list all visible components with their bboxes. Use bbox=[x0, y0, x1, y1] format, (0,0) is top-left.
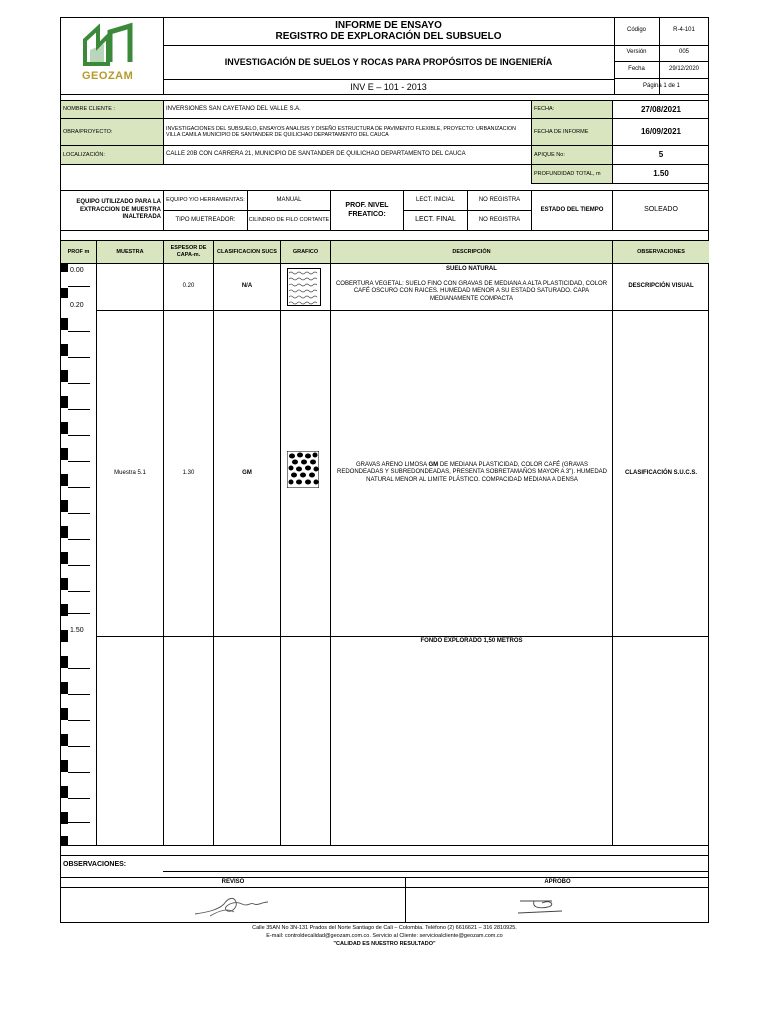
col-header-descripcion: DESCRIPCIÓN bbox=[331, 241, 612, 263]
title-investigacion: INVESTIGACIÓN DE SUELOS Y ROCAS PARA PROPÓSITOS DE INGENIERÍA bbox=[224, 56, 553, 67]
layer1-espesor: 0.20 bbox=[182, 283, 195, 290]
muestreador-value: CILINDRO DE FILO CORTANTE bbox=[248, 217, 330, 223]
version-value: 005 bbox=[678, 49, 689, 56]
localizacion-label: LOCALIZACIÓN: bbox=[61, 146, 163, 164]
fondo-explorado: FONDO EXPLORADO 1,50 METROS bbox=[420, 638, 523, 645]
lect-final-value: NO REGISTRA bbox=[478, 216, 521, 223]
aprobo-label: APROBO bbox=[544, 878, 571, 885]
herramientas-label: EQUIPO Y/O HERRAMIENTAS: bbox=[166, 197, 245, 203]
signature-aprobo-icon bbox=[512, 893, 572, 919]
footer-contact bbox=[60, 924, 709, 948]
depth-label-150: 1.50 bbox=[70, 627, 84, 634]
fecha-value-info: 27/08/2021 bbox=[640, 104, 682, 114]
report-title bbox=[163, 17, 614, 45]
localizacion-value: CALLE 20B CON CARRERA 21, MUNICIPIO DE SANTANDER DE QUILICHAO DEPARTAMENTO DEL CAUCA bbox=[166, 151, 466, 158]
lect-inicial-value: NO REGISTRA bbox=[478, 196, 521, 203]
layer2-desc-post: DE MEDIANA PLASTICIDAD, COLOR CAFÉ (GRAVAS REDONDEADAS Y SUBREDONDEADAS, PRESENTA SOBRETAMAÑOS MAYOR A 3"). HUMEDAD NATURAL MENOR AL LIMITE PLÁSTICO. COMPACIDAD MEDIANA A DENSA bbox=[337, 461, 607, 483]
profundidad-value: 1.50 bbox=[653, 169, 669, 179]
version-label: Versión bbox=[626, 49, 647, 56]
footer-address: Calle 35AN No 3N-131 Prados del Norte Santiago de Cali – Colombia. Teléfono (2) 6616621 – 316 2810925. bbox=[252, 925, 517, 931]
profundidad-label: PROFUNDIDAD TOTAL, m bbox=[532, 165, 612, 183]
gravel-pattern-icon bbox=[287, 451, 319, 488]
codigo-label: Código bbox=[626, 27, 646, 34]
layer2-observacion: CLASIFICACIÓN S.U.C.S. bbox=[624, 469, 697, 476]
col-header-prof: PROF m bbox=[61, 241, 96, 263]
signature-reviso-icon bbox=[190, 890, 280, 920]
layer2-description bbox=[336, 455, 608, 491]
col-header-muestra: MUESTRA bbox=[97, 241, 163, 263]
layer2-muestra: Muestra 5.1 bbox=[114, 469, 146, 476]
col-header-espesor: ESPESOR DE CAPA-m. bbox=[164, 241, 213, 263]
reviso-label: REVISO bbox=[221, 878, 245, 885]
cliente-value: INVERSIONES SAN CAYETANO DEL VALLE S.A. bbox=[166, 105, 301, 112]
layer2-sucs: GM bbox=[242, 469, 252, 476]
reviso-signature bbox=[190, 890, 280, 920]
fecha-label: Fecha bbox=[628, 65, 645, 72]
obra-label: OBRA/PROYECTO: bbox=[61, 119, 163, 145]
observaciones-label: OBSERVACIONES: bbox=[63, 860, 127, 868]
depth-label-020: 0.20 bbox=[70, 302, 84, 309]
nivel-freatico-label: PROF. NIVEL FREATICO: bbox=[345, 202, 389, 218]
herramientas-value: MANUAL bbox=[276, 196, 302, 203]
obra-value: INVESTIGACIONES DEL SUBSUELO, ENSAYOS ANALISIS Y DISEÑO ESTRUCTURA DE PAVIMENTO FLEXIBLE, PROYECTO: URBANIZACION VILLA CAMILA MUNICIPIO DE SANTANDER DE QUILICHAO DEPARTAMENTO DEL CAUCA bbox=[166, 125, 516, 138]
fecha-value: 29/12/2020 bbox=[668, 65, 700, 72]
footer-emails: E-mail: controldecalidad@geozam.com.co. Servicio al Cliente: servicioalcliente@geozam.com.co bbox=[266, 933, 503, 939]
logo-text: GEOZAM bbox=[82, 70, 134, 82]
aprobo-signature bbox=[512, 893, 572, 919]
layer1-description: COBERTURA VEGETAL: SUELO FINO CON GRAVAS DE MEDIANA A ALTA PLASTICIDAD, COLOR CAFÉ OSCURO CON RAICES. HUMEDAD MENOR A SU ESTADO SATURADO. CAPA MEDIANAMENTE COMPACTA bbox=[335, 280, 608, 302]
lect-final-label: LECT. FINAL bbox=[415, 216, 456, 224]
layer1-title: SUELO NATURAL bbox=[446, 266, 497, 273]
estado-tiempo-value: SOLEADO bbox=[644, 206, 678, 214]
col-header-grafico: GRAFICO bbox=[281, 241, 330, 263]
estado-tiempo-label: ESTADO DEL TIEMPO bbox=[540, 206, 604, 213]
layer2-espesor: 1.30 bbox=[182, 469, 195, 476]
layer1-observacion: DESCRIPCIÓN VISUAL bbox=[628, 283, 694, 290]
pagina: Página 1 de 1 bbox=[642, 82, 681, 89]
col-header-observaciones: OBSERVACIONES bbox=[613, 241, 709, 263]
apique-label: APIQUE No: bbox=[532, 146, 612, 164]
layer1-graphic bbox=[287, 268, 321, 306]
codigo-value: R-4-101 bbox=[673, 27, 695, 34]
layer2-graphic bbox=[287, 451, 319, 488]
company-logo bbox=[70, 22, 154, 88]
fecha-label-info: FECHA: bbox=[532, 101, 612, 118]
equipo-label: EQUIPO UTILIZADO PARA LA EXTRACCION DE MUESTRA INALTERADA bbox=[76, 199, 161, 221]
lect-inicial-label: LECT. INICIAL bbox=[415, 196, 455, 203]
col-header-clasificacion: CLASIFICACION SUCS bbox=[214, 241, 280, 263]
layer2-desc-pre: GRAVAS ARENO LIMOSA bbox=[356, 461, 429, 468]
cliente-label: NOMBRE CLIENTE : bbox=[61, 101, 163, 118]
apique-value: 5 bbox=[658, 150, 664, 160]
title-norma: INV E – 101 - 2013 bbox=[350, 81, 427, 92]
depth-label-top: 0.00 bbox=[70, 267, 84, 274]
title-registro: REGISTRO DE EXPLORACIÓN DEL SUBSUELO bbox=[275, 31, 502, 42]
fecha-informe-value: 16/09/2021 bbox=[640, 127, 682, 137]
footer-slogan: "CALIDAD ES NUESTRO RESULTADO" bbox=[333, 941, 436, 947]
topsoil-pattern-icon bbox=[288, 269, 320, 305]
layer1-sucs: N/A bbox=[241, 283, 253, 290]
fecha-informe-label: FECHA DE INFORME bbox=[532, 119, 612, 145]
title-informe: INFORME DE ENSAYO bbox=[335, 20, 442, 31]
muestreador-label: TIPO MUETREADOR: bbox=[175, 216, 236, 223]
layer2-desc-bold: GM bbox=[428, 461, 439, 468]
